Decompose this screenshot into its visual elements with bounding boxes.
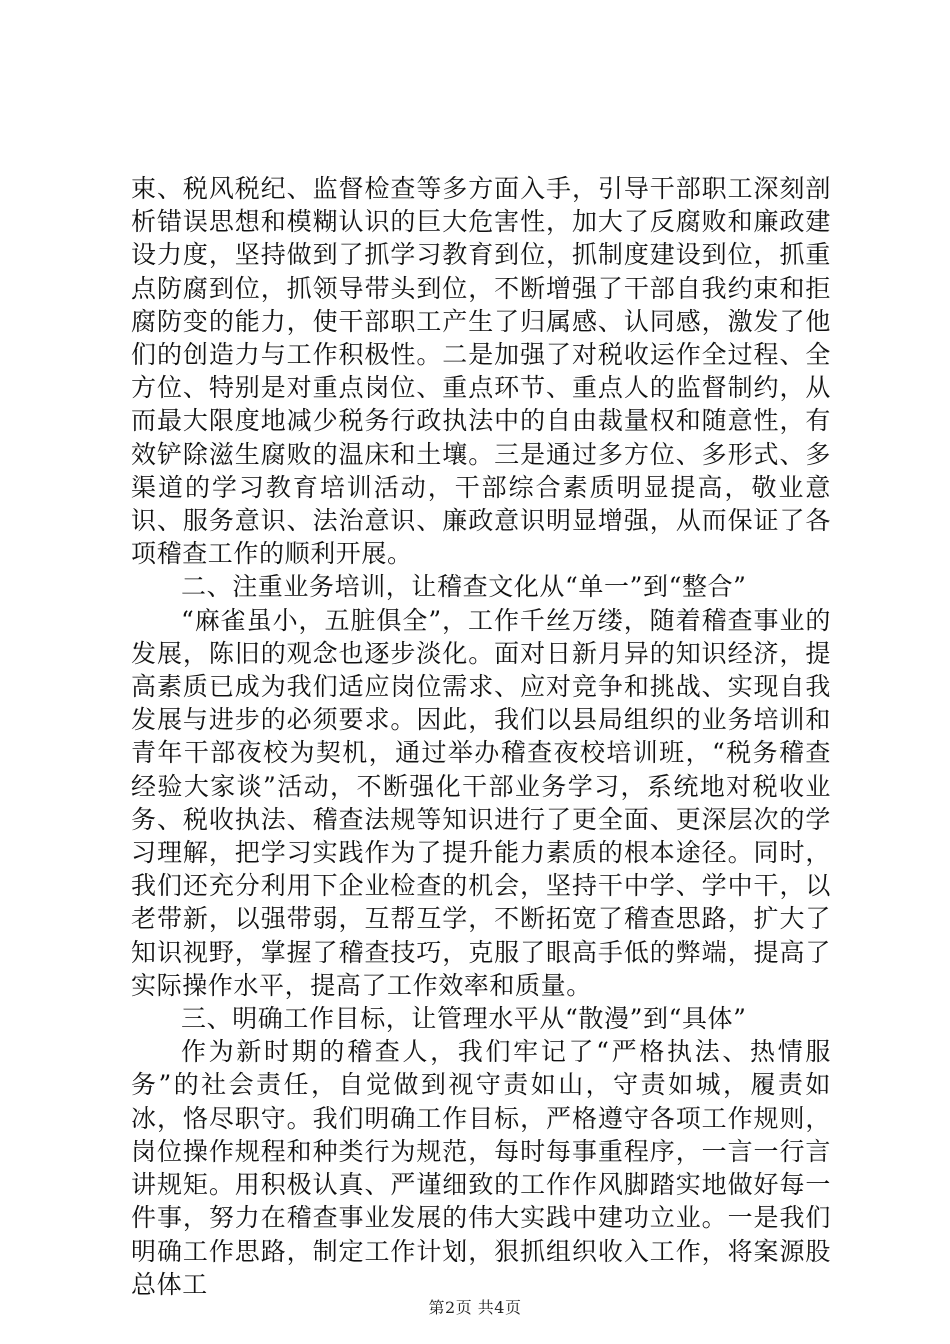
paragraph-continuation: 束、税风税纪、监督检查等多方面入手，引导干部职工深刻剖析错误思想和模糊认识的巨大危害性，加大了反腐败和廉政建设力度，坚持做到了抓学习教育到位，抓制度建设到位，抓重点防腐到位，抓领导带头到位，不断增强了干部自我约束和拒腐防变的能力，使干部职工产生了归属感、认同感，激发了他们的创造力与工作积极性。二是加强了对税收运作全过程、全方位、特别是对重点岗位、重点环节、重点人的监督制约，从而最大限度地减少税务行政执法中的自由裁量权和随意性，有效铲除滋生腐败的温床和土壤。三是通过多方位、多形式、多渠道的学习教育培训活动，干部综合素质明显提高，敬业意识、服务意识、法治意识、廉政意识明显增强，从而保证了各项稽查工作的顺利开展。 (131, 174, 831, 569)
paragraph-training: “麻雀虽小，五脏俱全”，工作千丝万缕，随着稽查事业的发展，陈旧的观念也逐步淡化。面对日新月异的知识经济，提高素质已成为我们适应岗位需求、应对竞争和挑战、实现自我发展与进步的必须要求。因此，我们以县局组织的业务培训和青年干部夜校为契机，通过举办稽查夜校培训班，“税务稽查经验大家谈”活动，不断强化干部业务学习，系统地对税收业务、税收执法、稽查法规等知识进行了更全面、更深层次的学习理解，把学习实践作为了提升能力素质的根本途径。同时，我们还充分利用下企业检查的机会，坚持干中学、学中干，以老带新，以强带弱，互帮互学，不断拓宽了稽查思路，扩大了知识视野，掌握了稽查技巧，克服了眼高手低的弊端，提高了实际操作水平，提高了工作效率和质量。 (131, 605, 831, 1000)
section-heading-2: 二、注重业务培训，让稽查文化从“单一”到“整合” (181, 572, 747, 602)
page-footer: 第2页 共4页 (428, 1298, 522, 1317)
document-body (131, 172, 831, 1301)
paragraph-goals: 作为新时期的稽查人，我们牢记了“严格执法、热情服务”的社会责任，自觉做到视守责如山，守责如城，履责如冰，恪尽职守。我们明确工作目标，严格遵守各项工作规则，岗位操作规程和种类行为规范，每时每事重程序，一言一行言讲规矩。用积极认真、严谨细致的工作作风脚踏实地做好每一件事，努力在稽查事业发展的伟大实践中建功立业。一是我们明确工作思路，制定工作计划，狠抓组织收入工作，将案源股总体工 (131, 1037, 831, 1299)
section-heading-3: 三、明确工作目标，让管理水平从“散漫”到“具体” (181, 1004, 747, 1034)
